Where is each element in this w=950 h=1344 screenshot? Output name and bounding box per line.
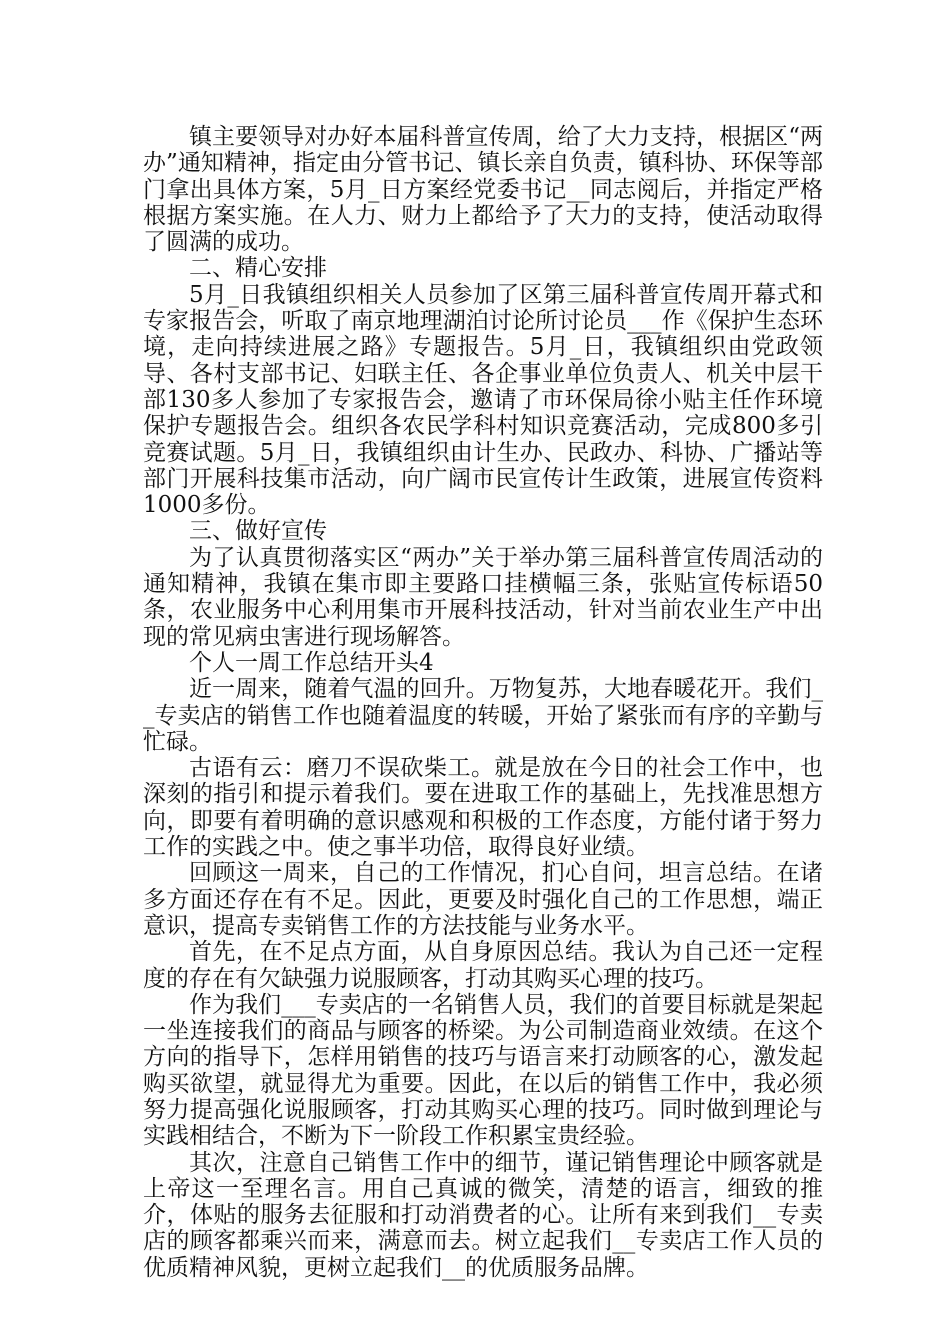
paragraph-review: 回顾这一周来，自己的工作情况，扪心自问，坦言总结。在诸多方面还存在有不足。因此，更要及时强化自己的工作思想，端正意识，提高专卖销售工作的方法技能与业务水平。 bbox=[143, 860, 823, 939]
paragraph-support: 镇主要领导对办好本届科普宣传周，给了大力支持，根据区“两办”通知精神，指定由分管书记、镇长亲自负责，镇科协、环保等部门拿出具体方案，5月_日方案经党委书记__同志阅后，并指定严格根据方案实施。在人力、财力上都给予了大力的支持，使活动取得了圆满的成功。 bbox=[143, 124, 823, 256]
section-title-weekly-summary: 个人一周工作总结开头4 bbox=[189, 649, 434, 676]
document-body bbox=[143, 124, 823, 1281]
heading-publicity: 三、做好宣传 bbox=[189, 518, 327, 545]
heading-careful-arrangement: 二、精心安排 bbox=[189, 255, 327, 282]
paragraph-sales-goal: 作为我们___专卖店的一名销售人员，我们的首要目标就是架起一坐连接我们的商品与顾客的桥梁。为公司制造商业效绩。在这个方向的指导下，怎样用销售的技巧与语言来打动顾客的心，激发起购买欲望，就显得尤为重要。因此，在以后的销售工作中，我必须努力提高强化说服顾客，打动其购买心理的技巧。同时做到理论与实践相结合，不断为下一阶段工作积累宝贵经验。 bbox=[143, 991, 823, 1150]
paragraph-intro: 近一周来，随着气温的回升。万物复苏，大地春暖花开。我们__专卖店的销售工作也随着温度的转暖，开始了紧张而有序的辛勤与忙碌。 bbox=[143, 676, 823, 755]
paragraph-expert-reports: 5月_日我镇组织相关人员参加了区第三届科普宣传周开幕式和专家报告会，听取了南京地理湖泊讨论所讨论员___作《保护生态环境，走向持续进展之路》专题报告。5月_日，我镇组织由党政领导、各村支部书记、妇联主任、各企事业单位负责人、机关中层干部130多人参加了专家报告会，邀请了市环保局徐小贴主任作环境保护专题报告会。组织各农民学科村知识竞赛活动，完成800多引竞赛试题。5月_日，我镇组织由计生办、民政办、科协、广播站等部门开展科技集市活动，向广阔市民宣传计生政策，进展宣传资料1000多份。 bbox=[143, 281, 823, 519]
paragraph-first-point: 首先，在不足点方面，从自身原因总结。我认为自己还一定程度的存在有欠缺强力说服顾客，打动其购买心理的技巧。 bbox=[143, 939, 823, 992]
paragraph-second-point: 其次，注意自己销售工作中的细节，谨记销售理论中顾客就是上帝这一至理名言。用自己真诚的微笑，清楚的语言，细致的推介，体贴的服务去征服和打动消费者的心。让所有来到我们__专卖店的顾客都乘兴而来，满意而去。树立起我们__专卖店工作人员的优质精神风貌，更树立起我们__的优质服务品牌。 bbox=[143, 1149, 823, 1281]
paragraph-proverb: 古语有云：磨刀不误砍柴工。就是放在今日的社会工作中，也深刻的指引和提示着我们。要在进取工作的基础上，先找准思想方向，即要有着明确的意识感观和积极的工作态度，方能付诸于努力工作的实践之中。使之事半功倍，取得良好业绩。 bbox=[143, 755, 823, 861]
paragraph-publicity-details: 为了认真贯彻落实区“两办”关于举办第三届科普宣传周活动的通知精神，我镇在集市即主要路口挂横幅三条，张贴宣传标语50条，农业服务中心利用集市开展科技活动，针对当前农业生产中出现的常见病虫害进行现场解答。 bbox=[143, 544, 823, 650]
